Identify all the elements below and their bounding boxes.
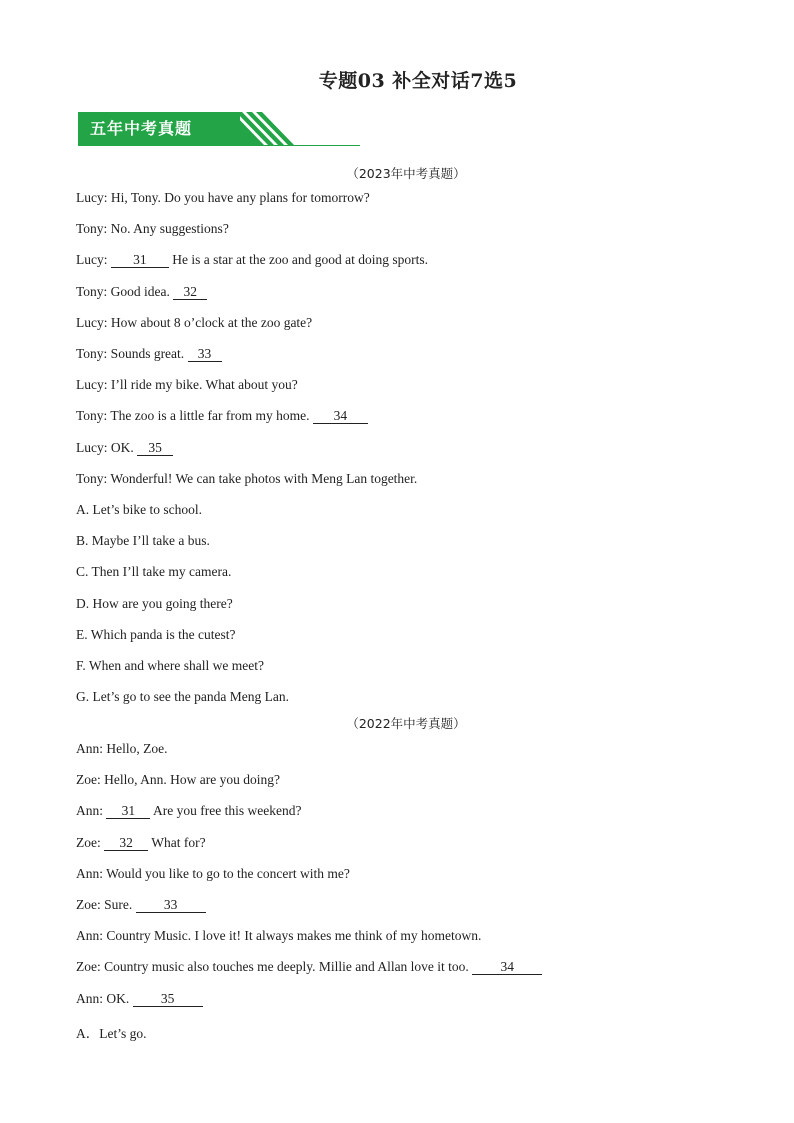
line-text: Zoe: Country music also touches me deeply. Millie and Allan love it too. — [76, 959, 473, 975]
banner-underline — [78, 145, 360, 146]
answer-blank[interactable]: 33 — [136, 898, 206, 913]
answer-blank[interactable]: 32 — [104, 836, 148, 851]
dialogue-line — [76, 284, 207, 300]
line-text: F. When and where shall we meet? — [76, 658, 264, 673]
dialogue-line — [76, 803, 301, 819]
line-text: G. Let’s go to see the panda Meng Lan. — [76, 689, 289, 705]
line-text: Zoe: Sure. — [76, 897, 136, 912]
dialogue-line — [76, 772, 280, 788]
dialogue-line — [76, 866, 350, 882]
exam-source-label: （2023年中考真题） — [346, 166, 466, 181]
line-text: C. Then I’ll take my camera. — [76, 564, 232, 580]
dialogue-line — [76, 440, 173, 456]
dialogue-line — [76, 377, 298, 393]
dialogue-line — [76, 471, 417, 487]
line-text: Ann: — [76, 803, 107, 819]
dialogue-line — [76, 252, 428, 268]
answer-blank[interactable]: 33 — [188, 347, 222, 362]
dialogue-line — [76, 502, 202, 518]
banner-stripes-icon — [216, 112, 340, 146]
line-text: Ann: Would you like to go to the concert with me? — [76, 865, 350, 881]
line-text: Ann: Hello, Zoe. — [76, 741, 168, 756]
page-title: 专题03 补全对话7选5 — [318, 70, 518, 92]
line-text: Ann: Country Music. I love it! It always makes me think of my hometown. — [76, 928, 482, 944]
dialogue-line — [76, 658, 264, 674]
line-text-after-blank: What for? — [148, 834, 206, 850]
line-text: E. Which panda is the cutest? — [76, 626, 236, 642]
dialogue-line — [76, 315, 312, 331]
dialogue-line — [76, 689, 289, 705]
line-text: Lucy: I’ll ride my bike. What about you? — [76, 377, 298, 393]
line-text: D. How are you going there? — [76, 595, 233, 611]
line-text: Tony: No. Any suggestions? — [76, 221, 229, 237]
line-text: Tony: Wonderful! We can take photos with Meng Lan together. — [76, 470, 418, 486]
answer-blank[interactable]: 35 — [133, 992, 203, 1007]
line-text: A. Let’s bike to school. — [76, 502, 202, 517]
answer-blank[interactable]: 35 — [137, 441, 173, 456]
line-text: Tony: Sounds great. — [76, 346, 188, 361]
dialogue-line — [76, 346, 222, 362]
dialogue-line — [76, 959, 542, 975]
line-text-after-blank: He is a star at the zoo and good at doing sports. — [168, 252, 428, 268]
line-text: Zoe: — [76, 834, 105, 850]
dialogue-line — [76, 928, 481, 944]
answer-blank[interactable]: 34 — [472, 960, 542, 975]
line-text: A．Let’s go. — [76, 1025, 147, 1041]
dialogue-line — [76, 190, 370, 206]
dialogue-line — [76, 408, 368, 424]
line-text: Lucy: OK. — [76, 439, 138, 455]
exam-source-label: （2022年中考真题） — [346, 716, 466, 731]
answer-blank[interactable]: 32 — [173, 285, 207, 300]
answer-blank[interactable]: 34 — [313, 409, 368, 424]
line-text: Lucy: How about 8 o’clock at the zoo gate? — [76, 314, 313, 330]
dialogue-line — [76, 596, 233, 612]
dialogue-line — [76, 1022, 147, 1042]
dialogue-line — [76, 564, 231, 580]
section-banner — [78, 112, 360, 148]
line-text-after-blank: Are you free this weekend? — [150, 803, 302, 819]
dialogue-line — [76, 741, 167, 757]
line-text: Zoe: Hello, Ann. How are you doing? — [76, 772, 280, 788]
line-text: Ann: OK. — [76, 990, 133, 1006]
line-text: Lucy: Hi, Tony. Do you have any plans for tomorrow? — [76, 190, 370, 205]
dialogue-line — [76, 221, 229, 237]
banner-label: 五年中考真题 — [78, 112, 240, 145]
answer-blank[interactable]: 31 — [106, 804, 150, 819]
dialogue-line — [76, 533, 210, 549]
dialogue-line — [76, 627, 235, 643]
dialogue-line — [76, 897, 206, 913]
line-text: B. Maybe I’ll take a bus. — [76, 533, 210, 549]
line-text: Lucy: — [76, 252, 111, 268]
answer-blank[interactable]: 31 — [111, 253, 169, 268]
line-text: Tony: The zoo is a little far from my home. — [76, 408, 313, 424]
dialogue-line — [76, 991, 203, 1007]
line-text: Tony: Good idea. — [76, 283, 174, 299]
dialogue-line — [76, 835, 206, 851]
